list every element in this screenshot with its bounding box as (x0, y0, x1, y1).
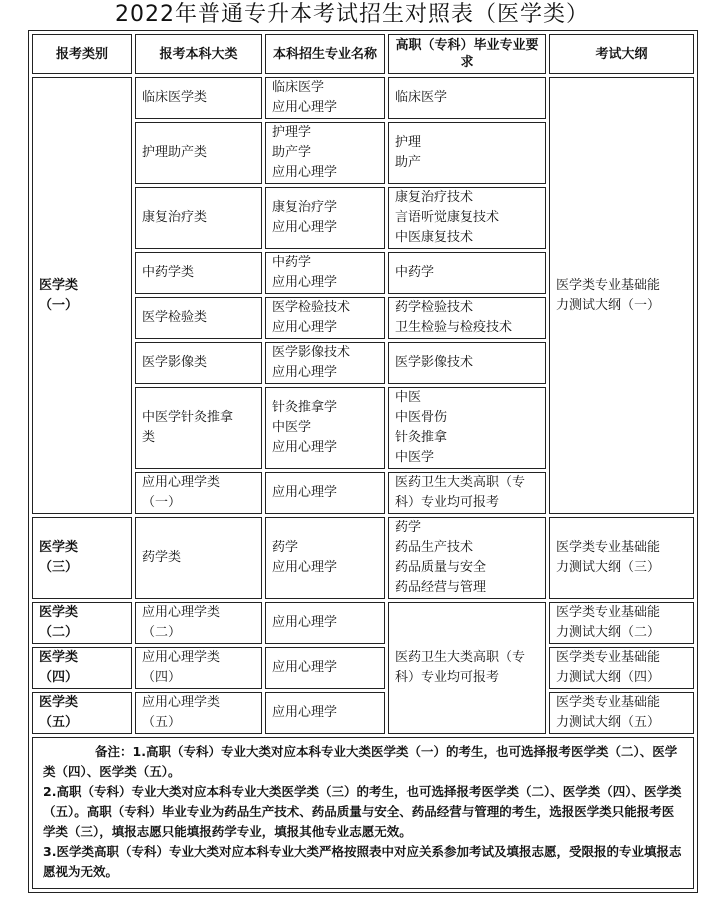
note-3: 3.医学类高职（专科）专业大类对应本科专业大类严格按照表中对应关系参加考试及填报志愿，受限报的专业填报志愿视为无效。 (43, 844, 682, 879)
notes-row (32, 737, 694, 889)
requirements-cell: 护理 助产 (388, 122, 546, 184)
requirements-cell: 医药卫生大类高职（专 科）专业均可报考 (388, 602, 546, 734)
majors-cell: 康复治疗学 应用心理学 (265, 187, 385, 249)
requirements-cell: 中医 中医骨伤 针灸推拿 中医学 (388, 387, 546, 469)
table-row (32, 647, 694, 689)
table-row (32, 602, 694, 644)
page-title: 2022年普通专升本考试招生对照表（医学类） (115, 2, 589, 27)
major-class-cell: 应用心理学类 （五） (135, 692, 262, 734)
major-class-cell: 医学影像类 (135, 342, 262, 384)
major-class-cell: 中医学针灸推拿 类 (135, 387, 262, 469)
requirements-cell: 医药卫生大类高职（专 科）专业均可报考 (388, 472, 546, 514)
requirements-cell: 中药学 (388, 252, 546, 294)
col-header-outline: 考试大纲 (549, 34, 694, 74)
requirements-cell: 药学 药品生产技术 药品质量与安全 药品经营与管理 (388, 517, 546, 599)
majors-cell: 应用心理学 (265, 602, 385, 644)
major-class-cell: 应用心理学类 （一） (135, 472, 262, 514)
header-row (32, 34, 694, 74)
majors-cell: 针灸推拿学 中医学 应用心理学 (265, 387, 385, 469)
table-row (32, 692, 694, 734)
admission-table (28, 30, 698, 893)
requirements-cell: 临床医学 (388, 77, 546, 119)
category-cell: 医学类 （四） (32, 647, 132, 689)
col-header-majors: 本科招生专业名称 (265, 34, 385, 74)
major-class-cell: 医学检验类 (135, 297, 262, 339)
major-class-cell: 护理助产类 (135, 122, 262, 184)
outline-cell: 医学类专业基础能 力测试大纲（三） (549, 517, 694, 599)
majors-cell: 医学影像技术 应用心理学 (265, 342, 385, 384)
outline-cell: 医学类专业基础能 力测试大纲（四） (549, 647, 694, 689)
category-cell: 医学类 （五） (32, 692, 132, 734)
major-class-cell: 应用心理学类 （四） (135, 647, 262, 689)
category-cell: 医学类 （三） (32, 517, 132, 599)
col-header-requirements: 高职（专科）毕业专业要求 (388, 34, 546, 74)
outline-cell: 医学类专业基础能 力测试大纲（一） (549, 77, 694, 514)
outline-cell: 医学类专业基础能 力测试大纲（二） (549, 602, 694, 644)
notes-cell (32, 737, 694, 889)
col-header-major-class: 报考本科大类 (135, 34, 262, 74)
major-class-cell: 临床医学类 (135, 77, 262, 119)
note-1: 备注：1.高职（专科）专业大类对应本科专业大类医学类（一）的考生，也可选择报考医学类（二）、医学类（四）、医学类（五）。 (43, 744, 678, 779)
majors-cell: 临床医学 应用心理学 (265, 77, 385, 119)
majors-cell: 应用心理学 (265, 647, 385, 689)
table-row (32, 517, 694, 599)
requirements-cell: 医学影像技术 (388, 342, 546, 384)
majors-cell: 医学检验技术 应用心理学 (265, 297, 385, 339)
category-cell: 医学类 （一） (32, 77, 132, 514)
outline-cell: 医学类专业基础能 力测试大纲（五） (549, 692, 694, 734)
major-class-cell: 中药学类 (135, 252, 262, 294)
majors-cell: 护理学 助产学 应用心理学 (265, 122, 385, 184)
table-row (32, 77, 694, 119)
major-class-cell: 应用心理学类 （二） (135, 602, 262, 644)
requirements-cell: 康复治疗技术 言语听觉康复技术 中医康复技术 (388, 187, 546, 249)
majors-cell: 药学 应用心理学 (265, 517, 385, 599)
majors-cell: 中药学 应用心理学 (265, 252, 385, 294)
major-class-cell: 药学类 (135, 517, 262, 599)
requirements-cell: 药学检验技术 卫生检验与检疫技术 (388, 297, 546, 339)
major-class-cell: 康复治疗类 (135, 187, 262, 249)
majors-cell: 应用心理学 (265, 692, 385, 734)
category-cell: 医学类 （二） (32, 602, 132, 644)
col-header-category: 报考类别 (32, 34, 132, 74)
majors-cell: 应用心理学 (265, 472, 385, 514)
note-2: 2.高职（专科）专业大类对应本科专业大类医学类（三）的考生，也可选择报考医学类（二）、医学类（四）、医学类（五）。高职（专科）毕业专业为药品生产技术、药品质量与安全、药品经营与管理的考生，选报医学类只能报考医学类（三），填报志愿只能填报药学专业，填报其他专业志愿无效。 (43, 784, 682, 839)
